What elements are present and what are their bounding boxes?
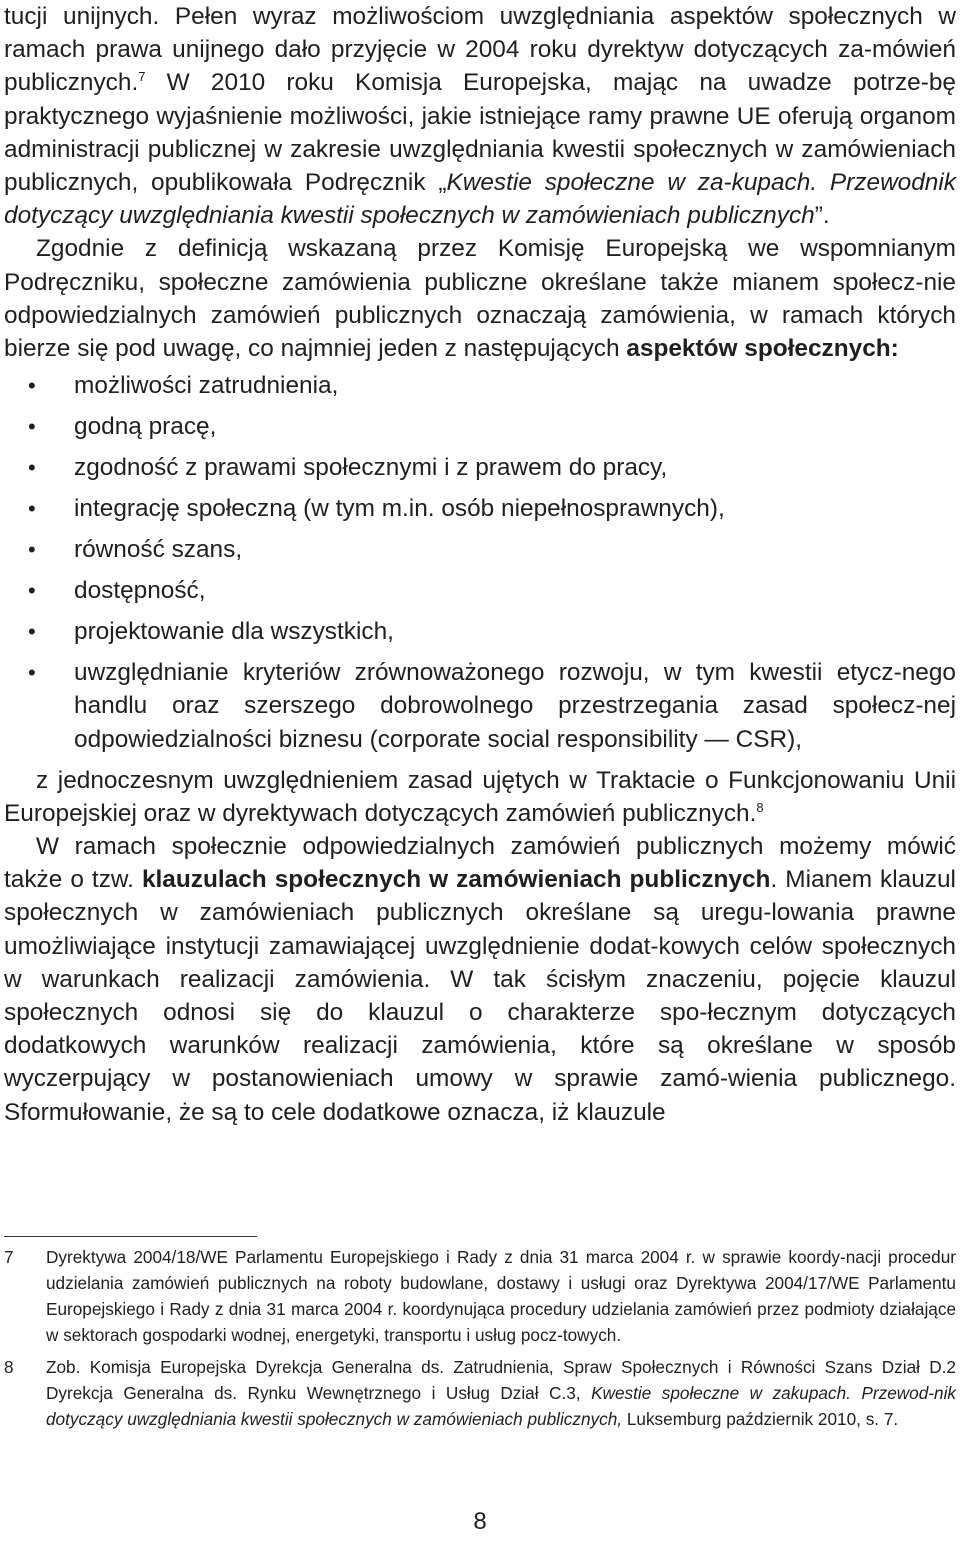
list-item: • dostępność, — [4, 574, 956, 607]
footnote-text: Dyrektywa 2004/18/WE Parlamentu Europejskiego i Rady z dnia 31 marca 2004 r. w sprawie koordy-nacji procedur udzielania zamówień publicznych na roboty budowlane, dostawy i usługi oraz Dyrektywa 2004/17/WE Parlamentu Europejskiego i Rady z dnia 31 marca 2004 r. koordynująca procedury udzielania zamówień przez podmioty działające w sektorach gospodarki wodnej, energetyki, transportu i usług pocz-towych. — [46, 1247, 956, 1345]
emphasis-social-clauses: klauzulach społecznych w zamówieniach publicznych — [141, 866, 771, 894]
handbook-title: Kwestie społeczne w za-kupach. Przewodnik dotyczący uwzględniania kwestii społecznych w zamówieniach publicznych — [4, 169, 956, 230]
paragraph-social-clauses — [4, 830, 956, 1129]
bullet-icon: • — [28, 537, 36, 563]
footnote-text: Zob. Komisja Europejska Dyrekcja Generalna ds. Zatrudnienia, Spraw Społecznych i Równości Szans Dział D.2 Dyrekcja Generalna ds. Rynku Wewnętrznego i Usług Dział C.3, — [46, 1357, 956, 1403]
list-item: • integrację społeczną (w tym m.in. osób niepełnosprawnych), — [4, 492, 956, 525]
footnote-text: Luksemburg październik 2010, s. 7. — [622, 1409, 899, 1429]
footnote-separator — [4, 1236, 257, 1237]
bullet-icon: • — [28, 578, 36, 604]
paragraph-text: tucji unijnych. Pełen wyraz możliwościom uwzględniania aspektów społecznych w ramach prawa unijnego dało przyjęcie w 2004 roku dyrektyw dotyczących za-mówień publicznych. — [4, 3, 956, 97]
paragraph-text: W ramach społecznie odpowiedzialnych zamówień publicznych możemy mówić także o tzw. — [4, 833, 956, 894]
footnote-reference-7[interactable]: 7 — [138, 69, 146, 85]
footnote-number: 7 — [4, 1247, 14, 1267]
list-item: • godną pracę, — [4, 410, 956, 443]
list-item: • uwzględnianie kryteriów zrównoważonego rozwoju, w tym kwestii etycz-nego handlu oraz szerszego dobrowolnego przestrzegania zasad społecz-nej odpowiedzialności biznesu (corporate social responsibility — CSR), — [4, 656, 956, 756]
social-aspects-list — [4, 369, 956, 756]
bullet-icon: • — [28, 455, 36, 481]
paragraph-eu-directives — [4, 0, 956, 232]
page-number: 8 — [473, 1508, 487, 1535]
footnote-8 — [4, 1354, 956, 1432]
paragraph-text: ”. — [814, 202, 830, 230]
list-item: • projektowanie dla wszystkich, — [4, 615, 956, 648]
list-item: • zgodność z prawami społecznymi i z prawem do pracy, — [4, 451, 956, 484]
footnote-reference-8[interactable]: 8 — [756, 799, 764, 815]
bullet-icon: • — [28, 660, 36, 686]
emphasis-social-aspects: aspektów społecznych: — [626, 335, 899, 363]
paragraph-treaty — [4, 764, 956, 830]
footnote-7 — [4, 1244, 956, 1348]
paragraph-text: z jednoczesnym uwzględnieniem zasad ujętych w Traktacie o Funkcjonowaniu Unii Europejskiej oraz w dyrektywach dotyczących zamówień publicznych. — [4, 766, 956, 827]
footnote-italic-title: Kwestie społeczne w zakupach. Przewod-nik dotyczący uwzględniania kwestii społecznych w zamówieniach publicznych, — [46, 1383, 956, 1429]
bullet-icon: • — [28, 414, 36, 440]
list-item: • równość szans, — [4, 533, 956, 566]
paragraph-text: . Mianem klauzul społecznych w zamówieniach publicznych określane są uregu-lowania prawne umożliwiające instytucji zamawiającej uwzględnienie dodat-kowych celów społecznych w warunkach realizacji zamówienia. W tak ścisłym znaczeniu, pojęcie klauzul społecznych odnosi się do klauzul o charakterze spo-łecznym dotyczących dodatkowych warunków realizacji zamówienia, które są określane w sposób wyczerpujący w postanowieniach umowy w sprawie zamó-wienia publicznego. Sformułowanie, że są to cele dodatkowe oznacza, iż klauzule — [4, 866, 956, 1126]
paragraph-text: Zgodnie z definicją wskazaną przez Komisję Europejską we wspomnianym Podręczniku, społeczne zamówienia publiczne określane także mianem społecz-nie odpowiedzialnych zamówień publicznych oznaczają zamówienia, w ramach których bierze się pod uwagę, co najmniej jeden z następujących — [4, 235, 956, 363]
list-item: • możliwości zatrudnienia, — [4, 369, 956, 402]
footnotes — [4, 1244, 956, 1438]
paragraph-definition — [4, 232, 956, 365]
bullet-icon: • — [28, 373, 36, 399]
paragraph-text: W 2010 roku Komisja Europejska, mając na uwadze potrze-bę praktycznego wyjaśnienie możliwości, jakie istniejące ramy prawne UE oferują organom administracji publicznej w zakresie uwzględniania kwestii społecznych w zamówieniach publicznych, opublikowała Podręcznik „ — [4, 69, 956, 197]
bullet-icon: • — [28, 496, 36, 522]
document-page — [4, 0, 956, 1129]
bullet-icon: • — [28, 619, 36, 645]
footnote-number: 8 — [4, 1357, 14, 1377]
